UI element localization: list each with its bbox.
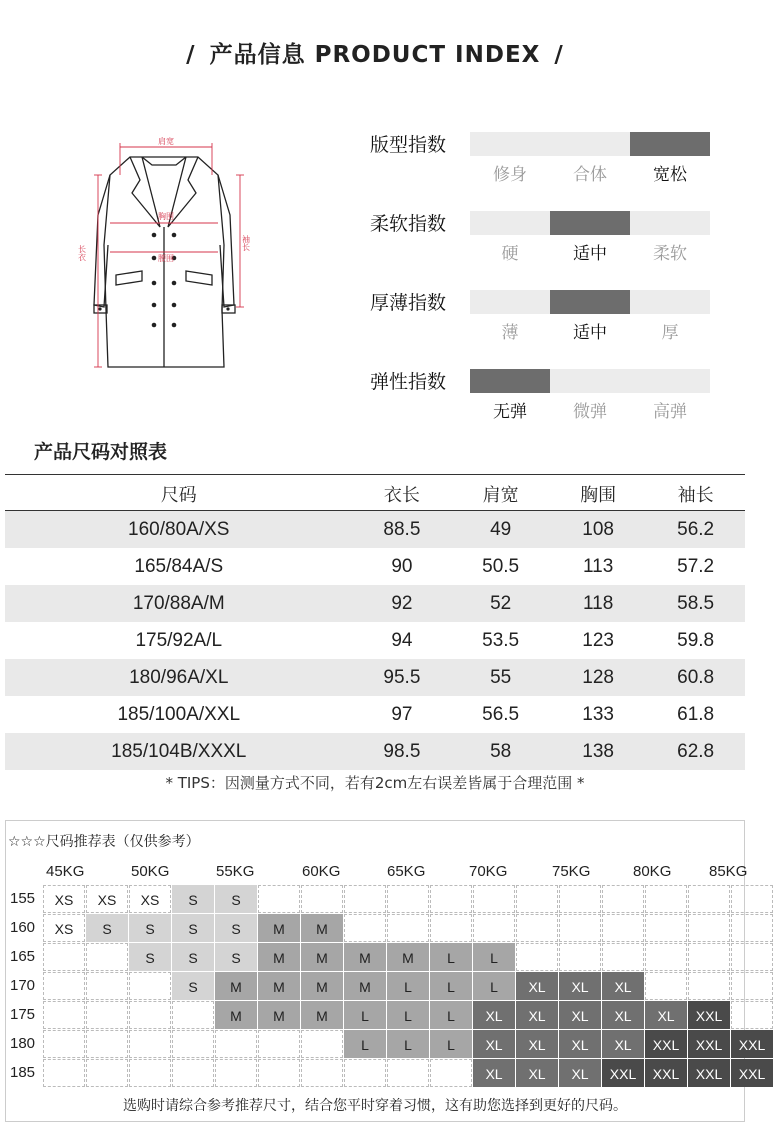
grid-row <box>6 885 773 914</box>
grid-cell: XXL <box>688 1030 730 1058</box>
index-option: 微弹 <box>573 402 607 422</box>
length-label: 长衣 <box>77 245 87 261</box>
divider <box>5 474 745 475</box>
index-track <box>470 290 710 314</box>
index-option: 合体 <box>573 165 607 185</box>
grid-cell: XL <box>516 1059 558 1087</box>
table-cell: 133 <box>582 703 614 725</box>
grid-cell: M <box>258 972 300 1000</box>
table-cell: 175/92A/L <box>135 629 223 651</box>
grid-row <box>6 1059 773 1088</box>
grid-cell <box>688 885 730 913</box>
index-track <box>470 369 710 393</box>
index-option: 适中 <box>573 244 607 264</box>
index-indicator <box>550 290 630 314</box>
grid-cell <box>559 914 601 942</box>
index-option: 厚 <box>661 323 679 343</box>
index-label: 弹性指数 <box>370 371 447 393</box>
grid-cell: S <box>129 914 171 942</box>
size-table-header: 尺码 <box>160 484 197 505</box>
grid-cell: L <box>387 1030 429 1058</box>
index-option: 修身 <box>493 165 527 185</box>
grid-cell: M <box>215 972 257 1000</box>
table-cell: 55 <box>451 659 550 696</box>
size-table <box>5 476 745 770</box>
table-cell: 90 <box>391 555 413 577</box>
index-option: 宽松 <box>653 165 687 185</box>
grid-cell: M <box>301 943 343 971</box>
grid-cell <box>129 972 171 1000</box>
grid-cell: XL <box>516 972 558 1000</box>
table-cell: 97 <box>391 703 413 725</box>
grid-cell <box>172 1001 214 1029</box>
height-label: 175 <box>10 1006 36 1023</box>
grid-cell: L <box>387 1001 429 1029</box>
table-cell: 118 <box>550 585 646 622</box>
grid-cell <box>43 1059 85 1087</box>
grid-row <box>6 1001 773 1030</box>
grid-cell <box>559 885 601 913</box>
height-label: 165 <box>10 948 36 965</box>
index-indicator <box>630 132 710 156</box>
grid-row <box>6 914 773 943</box>
grid-cell <box>387 914 429 942</box>
table-cell: 160/80A/XS <box>5 511 353 548</box>
grid-cell: XL <box>645 1001 687 1029</box>
grid-cell: L <box>430 943 472 971</box>
grid-cell <box>688 972 730 1000</box>
grid-cell <box>86 943 128 971</box>
index-indicator <box>550 211 630 235</box>
grid-cell: L <box>344 1001 386 1029</box>
recommendation-grid <box>6 885 773 1088</box>
grid-cell <box>516 885 558 913</box>
height-label: 155 <box>10 890 36 907</box>
table-row <box>5 733 745 770</box>
index-indicator <box>470 369 550 393</box>
grid-cell <box>258 885 300 913</box>
weight-label: 85KG <box>709 863 748 880</box>
index-label: 柔软指数 <box>370 213 447 235</box>
index-option: 无弹 <box>493 402 527 422</box>
grid-cell <box>43 1001 85 1029</box>
grid-cell: XL <box>559 1030 601 1058</box>
grid-cell: S <box>172 972 214 1000</box>
table-row <box>5 696 745 733</box>
grid-cell <box>430 1059 472 1087</box>
grid-cell <box>129 1001 171 1029</box>
page-title: / 产品信息 PRODUCT INDEX / <box>186 42 564 68</box>
grid-cell: M <box>301 914 343 942</box>
table-cell: 61.8 <box>677 703 715 725</box>
grid-cell: M <box>258 943 300 971</box>
size-table-header: 袖长 <box>677 484 714 505</box>
grid-cell: XXL <box>688 1059 730 1087</box>
grid-cell <box>43 943 85 971</box>
grid-cell <box>645 914 687 942</box>
table-cell: 95.5 <box>353 659 452 696</box>
weight-label: 70KG <box>469 863 508 880</box>
table-cell: 108 <box>550 511 646 548</box>
index-option: 薄 <box>501 323 519 343</box>
grid-cell: XL <box>516 1001 558 1029</box>
grid-cell: M <box>344 972 386 1000</box>
size-table-header: 胸围 <box>580 484 617 505</box>
table-cell: 56.2 <box>646 511 745 548</box>
grid-cell: XL <box>602 972 644 1000</box>
grid-cell: XS <box>129 885 171 913</box>
grid-cell: XL <box>602 1001 644 1029</box>
grid-cell <box>301 885 343 913</box>
table-cell: 49 <box>451 511 550 548</box>
grid-cell <box>172 1030 214 1058</box>
weight-label: 55KG <box>216 863 255 880</box>
index-option: 柔软 <box>653 244 687 264</box>
height-label: 180 <box>10 1035 36 1052</box>
table-row <box>5 548 745 585</box>
grid-cell <box>645 885 687 913</box>
grid-cell <box>645 972 687 1000</box>
index-label: 厚薄指数 <box>370 292 447 314</box>
grid-cell <box>516 943 558 971</box>
grid-cell: XL <box>559 972 601 1000</box>
grid-cell: M <box>258 914 300 942</box>
grid-cell: XXL <box>645 1059 687 1087</box>
index-option: 高弹 <box>653 402 687 422</box>
divider <box>5 510 745 511</box>
table-cell: 52 <box>451 585 550 622</box>
coat-measurement-diagram <box>72 135 262 380</box>
grid-cell <box>172 1059 214 1087</box>
grid-cell: M <box>301 972 343 1000</box>
grid-cell <box>731 885 773 913</box>
weight-label: 45KG <box>46 863 85 880</box>
index-track <box>470 132 710 156</box>
table-cell: 185/100A/XXL <box>117 703 241 725</box>
grid-cell <box>129 1030 171 1058</box>
table-cell: 58 <box>451 733 550 770</box>
grid-cell <box>602 885 644 913</box>
grid-cell <box>43 972 85 1000</box>
table-row <box>5 622 745 659</box>
table-cell: 165/84A/S <box>134 555 224 577</box>
table-cell: 94 <box>391 629 413 651</box>
sleeve-label: 袖长 <box>241 235 251 251</box>
table-cell: 57.2 <box>677 555 715 577</box>
size-recommendation-panel <box>5 820 766 1122</box>
weight-label: 80KG <box>633 863 672 880</box>
grid-cell: S <box>215 885 257 913</box>
grid-row <box>6 972 773 1001</box>
grid-cell <box>559 943 601 971</box>
grid-cell <box>731 972 773 1000</box>
grid-cell <box>387 885 429 913</box>
grid-cell <box>86 1001 128 1029</box>
grid-cell <box>129 1059 171 1087</box>
grid-cell: S <box>172 943 214 971</box>
grid-cell: XXL <box>731 1059 773 1087</box>
grid-cell <box>344 914 386 942</box>
grid-cell: L <box>430 1001 472 1029</box>
grid-cell <box>215 1030 257 1058</box>
grid-cell: S <box>86 914 128 942</box>
table-row <box>5 585 745 622</box>
chest-label: 胸围 <box>158 212 174 221</box>
grid-row <box>6 1030 773 1059</box>
grid-cell <box>258 1059 300 1087</box>
grid-cell: XXL <box>688 1001 730 1029</box>
grid-cell <box>258 1030 300 1058</box>
grid-cell: S <box>172 914 214 942</box>
grid-cell <box>215 1059 257 1087</box>
weight-label: 50KG <box>131 863 170 880</box>
table-cell: 50.5 <box>482 555 520 577</box>
grid-cell <box>731 943 773 971</box>
grid-cell <box>301 1059 343 1087</box>
grid-cell <box>86 1059 128 1087</box>
index-option: 适中 <box>573 323 607 343</box>
height-label: 160 <box>10 919 36 936</box>
grid-cell: S <box>215 914 257 942</box>
recommendation-footer: 选购时请综合参考推荐尺寸，结合您平时穿着习惯，这有助您选择到更好的尺码。 <box>123 1098 627 1114</box>
grid-cell <box>731 1001 773 1029</box>
table-cell: 98.5 <box>353 733 452 770</box>
table-cell: 128 <box>550 659 646 696</box>
shoulder-label: 肩宽 <box>158 137 174 146</box>
table-cell: 62.8 <box>646 733 745 770</box>
grid-cell <box>86 972 128 1000</box>
grid-cell <box>473 914 515 942</box>
grid-cell <box>602 943 644 971</box>
weight-label: 65KG <box>387 863 426 880</box>
weight-label: 75KG <box>552 863 591 880</box>
grid-cell: L <box>473 943 515 971</box>
height-label: 185 <box>10 1064 36 1081</box>
grid-cell: L <box>387 972 429 1000</box>
grid-cell: XXL <box>731 1030 773 1058</box>
table-cell: 170/88A/M <box>5 585 353 622</box>
table-cell: 53.5 <box>482 629 520 651</box>
grid-cell <box>688 914 730 942</box>
grid-cell: XL <box>473 1059 515 1087</box>
grid-cell <box>602 914 644 942</box>
grid-cell: L <box>344 1030 386 1058</box>
grid-cell: M <box>258 1001 300 1029</box>
recommendation-title: ☆☆☆尺码推荐表（仅供参考） <box>8 834 200 850</box>
table-cell: 138 <box>550 733 646 770</box>
table-cell: 59.8 <box>677 629 715 651</box>
table-cell: 113 <box>582 555 614 577</box>
table-cell: 92 <box>353 585 452 622</box>
grid-cell: XL <box>559 1059 601 1087</box>
grid-cell: XL <box>473 1001 515 1029</box>
table-cell: 123 <box>582 629 614 651</box>
size-table-header: 肩宽 <box>482 484 519 505</box>
table-cell: 56.5 <box>482 703 520 725</box>
weight-label: 60KG <box>302 863 341 880</box>
grid-cell: M <box>387 943 429 971</box>
grid-cell: L <box>473 972 515 1000</box>
index-track <box>470 211 710 235</box>
index-label: 版型指数 <box>370 134 447 156</box>
grid-cell <box>645 943 687 971</box>
grid-cell: XS <box>43 914 85 942</box>
height-label: 170 <box>10 977 36 994</box>
grid-cell <box>430 885 472 913</box>
grid-cell: XL <box>602 1030 644 1058</box>
grid-cell <box>516 914 558 942</box>
grid-cell: M <box>301 1001 343 1029</box>
grid-cell: M <box>215 1001 257 1029</box>
size-table-title: 产品尺码对照表 <box>34 441 168 463</box>
table-cell: 58.5 <box>646 585 745 622</box>
tips-text: * TIPS：因测量方式不同，若有2cm左右误差皆属于合理范围 * <box>165 774 585 792</box>
grid-cell: L <box>430 1030 472 1058</box>
table-cell: 60.8 <box>646 659 745 696</box>
table-row <box>5 511 745 548</box>
grid-cell: XS <box>86 885 128 913</box>
grid-cell <box>387 1059 429 1087</box>
grid-cell: XL <box>473 1030 515 1058</box>
index-option: 硬 <box>501 244 519 264</box>
table-cell: 185/104B/XXXL <box>5 733 353 770</box>
table-cell: 180/96A/XL <box>5 659 353 696</box>
table-cell: 88.5 <box>353 511 452 548</box>
grid-cell: XL <box>516 1030 558 1058</box>
grid-cell <box>473 885 515 913</box>
grid-row <box>6 943 773 972</box>
grid-cell <box>430 914 472 942</box>
grid-cell: S <box>172 885 214 913</box>
grid-cell: XXL <box>645 1030 687 1058</box>
grid-cell: XL <box>559 1001 601 1029</box>
table-row <box>5 659 745 696</box>
grid-cell: M <box>344 943 386 971</box>
grid-cell: XS <box>43 885 85 913</box>
grid-cell <box>731 914 773 942</box>
grid-cell <box>344 1059 386 1087</box>
size-table-header: 衣长 <box>383 484 420 505</box>
grid-cell <box>43 1030 85 1058</box>
grid-cell: XXL <box>602 1059 644 1087</box>
grid-cell: S <box>215 943 257 971</box>
grid-cell <box>344 885 386 913</box>
grid-cell <box>86 1030 128 1058</box>
waist-label: 腰围 <box>158 254 174 263</box>
grid-cell <box>688 943 730 971</box>
grid-cell <box>301 1030 343 1058</box>
grid-cell: S <box>129 943 171 971</box>
grid-cell: L <box>430 972 472 1000</box>
